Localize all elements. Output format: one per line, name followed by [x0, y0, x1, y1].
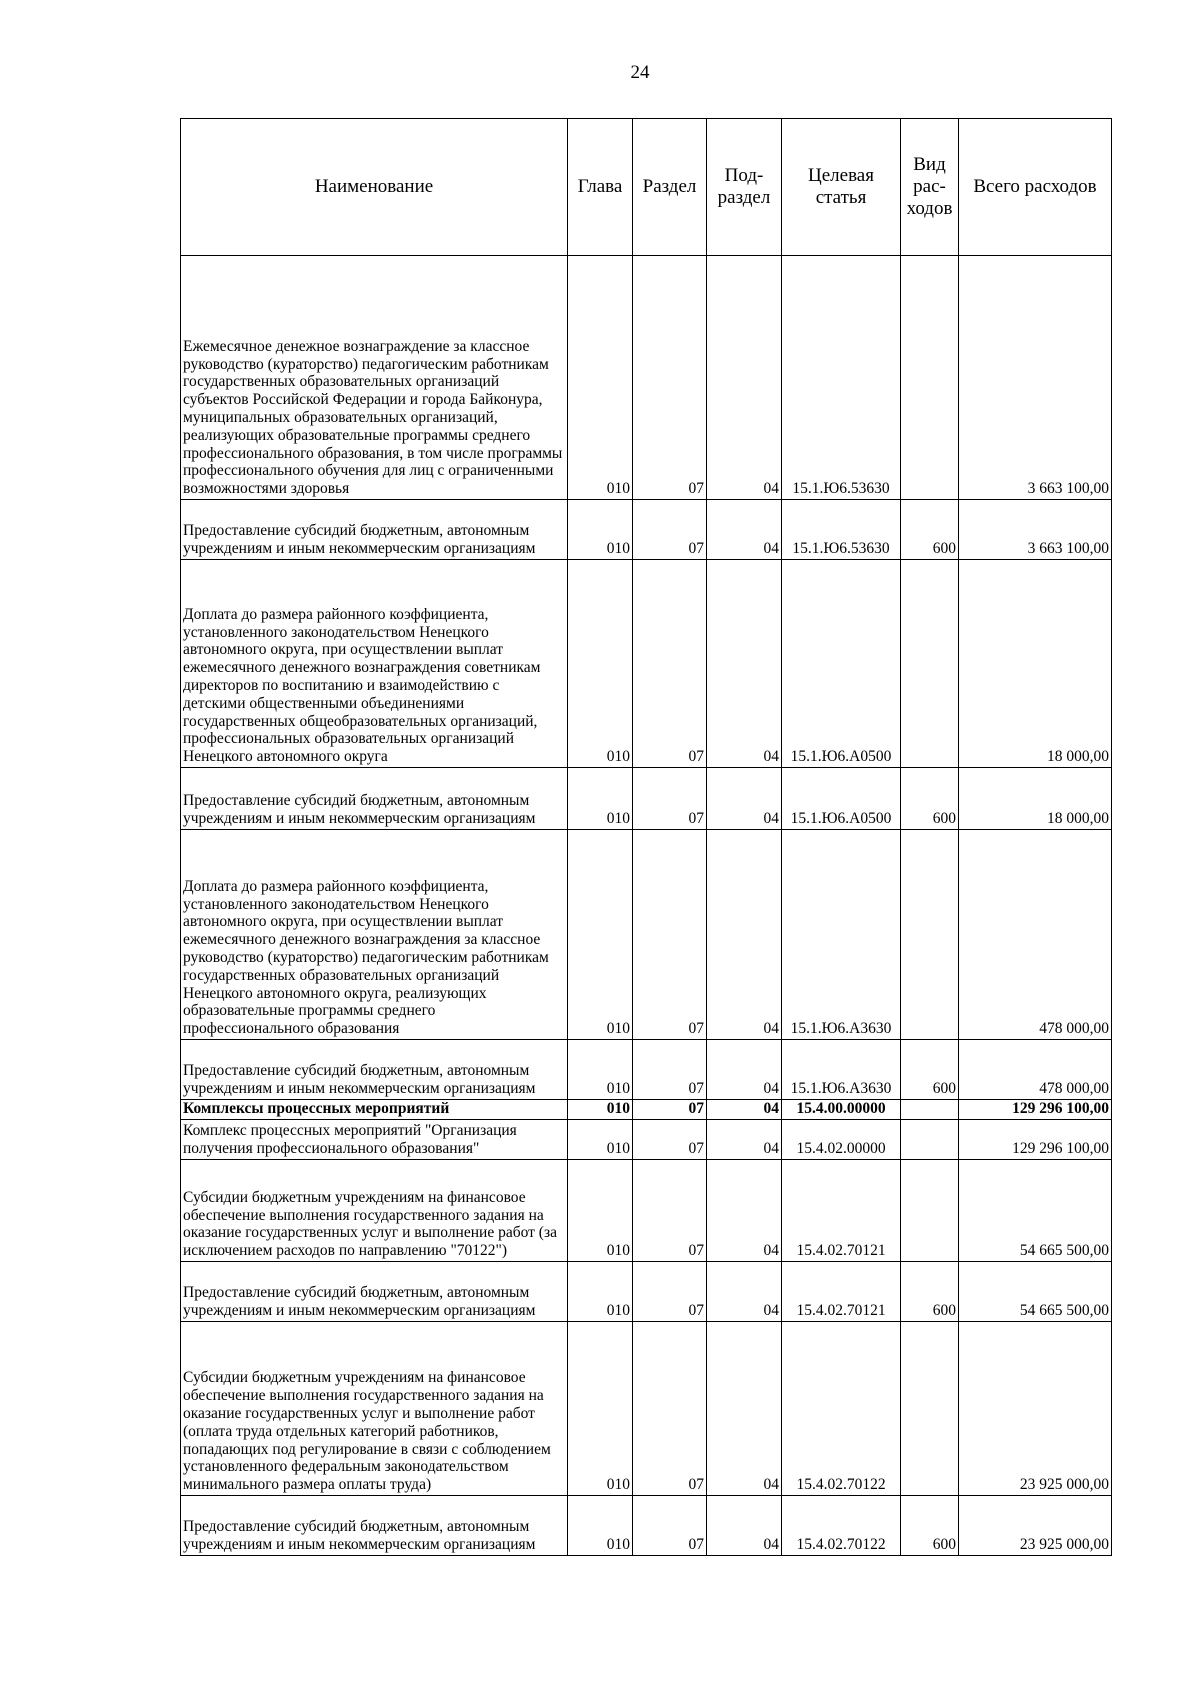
- row-razdel: 07: [633, 560, 707, 768]
- row-glava: 010: [568, 1262, 633, 1322]
- table-row: [181, 256, 1112, 500]
- row-name: Предоставление субсидий бюджетным, автономным учреждениям и иным некоммерческим организациям: [181, 500, 568, 560]
- row-total: 18 000,00: [959, 560, 1112, 768]
- row-vid-raskhodov: [901, 256, 959, 500]
- row-podrazdel: 04: [707, 1040, 782, 1100]
- row-glava: 010: [568, 1322, 633, 1496]
- row-name: Предоставление субсидий бюджетным, автономным учреждениям и иным некоммерческим организациям: [181, 1262, 568, 1322]
- row-glava: 010: [568, 1100, 633, 1120]
- row-razdel: 07: [633, 256, 707, 500]
- row-podrazdel: 04: [707, 500, 782, 560]
- table-row: [181, 1040, 1112, 1100]
- row-glava: 010: [568, 830, 633, 1040]
- table-row: [181, 768, 1112, 830]
- row-podrazdel: 04: [707, 768, 782, 830]
- table-row: [181, 1322, 1112, 1496]
- row-name: Субсидии бюджетным учреждениям на финансовое обеспечение выполнения государственного задания на оказание государственных услуг и выполнение работ (за исключением расходов по направлению "70122"): [181, 1160, 568, 1262]
- row-razdel: 07: [633, 500, 707, 560]
- row-podrazdel: 04: [707, 1120, 782, 1160]
- row-vid-raskhodov: 600: [901, 768, 959, 830]
- row-razdel: 07: [633, 1160, 707, 1262]
- row-vid-raskhodov: 600: [901, 1040, 959, 1100]
- row-razdel: 07: [633, 1120, 707, 1160]
- row-total: 478 000,00: [959, 1040, 1112, 1100]
- row-glava: 010: [568, 256, 633, 500]
- row-name: Ежемесячное денежное вознаграждение за классное руководство (кураторство) педагогическим работникам государственных образовательных организаций субъектов Российской Федерации и города Байконура, муниципальных образовательных организаций, реализующих образовательные программы среднего профессионального образования, в том числе программы профессионального обучения для лиц с ограниченными возможностями здоровья: [181, 256, 568, 500]
- row-glava: 010: [568, 1040, 633, 1100]
- row-razdel: 07: [633, 1040, 707, 1100]
- row-razdel: 07: [633, 1262, 707, 1322]
- row-glava: 010: [568, 1120, 633, 1160]
- row-podrazdel: 04: [707, 560, 782, 768]
- row-celevaya-statya: 15.4.02.70121: [782, 1160, 901, 1262]
- table-row: [181, 1100, 1112, 1120]
- table-header-row: [181, 119, 1112, 256]
- row-name: Комплексы процессных мероприятий: [181, 1100, 568, 1120]
- row-glava: 010: [568, 500, 633, 560]
- row-name: Предоставление субсидий бюджетным, автономным учреждениям и иным некоммерческим организациям: [181, 1496, 568, 1556]
- row-name: Доплата до размера районного коэффициента, установленного законодательством Ненецкого автономного округа, при осуществлении выплат ежемесячного денежного вознаграждения за классное руководство (кураторство) педагогическим работникам государственных образовательных организаций Ненецкого автономного округа, реализующих образовательные программы среднего профессионального образования: [181, 830, 568, 1040]
- row-celevaya-statya: 15.1.Ю6.53630: [782, 500, 901, 560]
- row-celevaya-statya: 15.4.00.00000: [782, 1100, 901, 1120]
- row-vid-raskhodov: [901, 1160, 959, 1262]
- row-name: Предоставление субсидий бюджетным, автономным учреждениям и иным некоммерческим организациям: [181, 768, 568, 830]
- row-vid-raskhodov: 600: [901, 1262, 959, 1322]
- row-total: 18 000,00: [959, 768, 1112, 830]
- row-celevaya-statya: 15.4.02.00000: [782, 1120, 901, 1160]
- header-glava: Глава: [568, 119, 633, 256]
- row-razdel: 07: [633, 1100, 707, 1120]
- row-total: 3 663 100,00: [959, 500, 1112, 560]
- row-podrazdel: 04: [707, 1262, 782, 1322]
- row-celevaya-statya: 15.1.Ю6.А0500: [782, 768, 901, 830]
- table-row: [181, 830, 1112, 1040]
- row-vid-raskhodov: [901, 560, 959, 768]
- row-vid-raskhodov: [901, 1120, 959, 1160]
- row-total: 23 925 000,00: [959, 1322, 1112, 1496]
- table-row: [181, 1120, 1112, 1160]
- page-number: 24: [630, 62, 650, 83]
- row-total: 129 296 100,00: [959, 1120, 1112, 1160]
- row-name: Доплата до размера районного коэффициента, установленного законодательством Ненецкого автономного округа, при осуществлении выплат ежемесячного денежного вознаграждения советникам директоров по воспитанию и взаимодействию с детскими общественными объединениями государственных общеобразовательных организаций, профессиональных образовательных организаций Ненецкого автономного округа: [181, 560, 568, 768]
- row-vid-raskhodov: [901, 1100, 959, 1120]
- header-total: Всего расходов: [959, 119, 1112, 256]
- row-celevaya-statya: 15.4.02.70122: [782, 1322, 901, 1496]
- row-vid-raskhodov: [901, 830, 959, 1040]
- row-podrazdel: 04: [707, 1160, 782, 1262]
- row-celevaya-statya: 15.4.02.70122: [782, 1496, 901, 1556]
- row-podrazdel: 04: [707, 830, 782, 1040]
- row-podrazdel: 04: [707, 1100, 782, 1120]
- row-name: Предоставление субсидий бюджетным, автономным учреждениям и иным некоммерческим организациям: [181, 1040, 568, 1100]
- row-podrazdel: 04: [707, 256, 782, 500]
- row-vid-raskhodov: 600: [901, 1496, 959, 1556]
- table-row: [181, 560, 1112, 768]
- row-total: 23 925 000,00: [959, 1496, 1112, 1556]
- row-razdel: 07: [633, 768, 707, 830]
- table-row: [181, 500, 1112, 560]
- row-razdel: 07: [633, 1496, 707, 1556]
- header-name: Наименование: [181, 119, 568, 256]
- row-celevaya-statya: 15.1.Ю6.А3630: [782, 830, 901, 1040]
- row-glava: 010: [568, 768, 633, 830]
- row-total: 54 665 500,00: [959, 1262, 1112, 1322]
- row-celevaya-statya: 15.1.Ю6.А3630: [782, 1040, 901, 1100]
- row-name: Комплекс процессных мероприятий "Организация получения профессионального образования": [181, 1120, 568, 1160]
- row-celevaya-statya: 15.1.Ю6.А0500: [782, 560, 901, 768]
- row-razdel: 07: [633, 1322, 707, 1496]
- row-glava: 010: [568, 1160, 633, 1262]
- row-total: 3 663 100,00: [959, 256, 1112, 500]
- row-total: 478 000,00: [959, 830, 1112, 1040]
- table-row: [181, 1160, 1112, 1262]
- row-total: 54 665 500,00: [959, 1160, 1112, 1262]
- table-row: [181, 1262, 1112, 1322]
- row-total: 129 296 100,00: [959, 1100, 1112, 1120]
- header-podrazdel: Под- раздел: [707, 119, 782, 256]
- header-celevaya-statya: Целевая статья: [782, 119, 901, 256]
- row-glava: 010: [568, 1496, 633, 1556]
- row-name: Субсидии бюджетным учреждениям на финансовое обеспечение выполнения государственного задания на оказание государственных услуг и выполнение работ (оплата труда отдельных категорий работников, попадающих под регулирование в связи с соблюдением установленного федеральным законодательством минимального размера оплаты труда): [181, 1322, 568, 1496]
- header-vid-raskhodov: Вид рас- ходов: [901, 119, 959, 256]
- row-glava: 010: [568, 560, 633, 768]
- row-vid-raskhodov: [901, 1322, 959, 1496]
- header-razdel: Раздел: [633, 119, 707, 256]
- budget-table: [180, 118, 1112, 1556]
- row-podrazdel: 04: [707, 1496, 782, 1556]
- row-celevaya-statya: 15.1.Ю6.53630: [782, 256, 901, 500]
- row-razdel: 07: [633, 830, 707, 1040]
- row-vid-raskhodov: 600: [901, 500, 959, 560]
- row-podrazdel: 04: [707, 1322, 782, 1496]
- row-celevaya-statya: 15.4.02.70121: [782, 1262, 901, 1322]
- table-row: [181, 1496, 1112, 1556]
- table-body: [181, 256, 1112, 1556]
